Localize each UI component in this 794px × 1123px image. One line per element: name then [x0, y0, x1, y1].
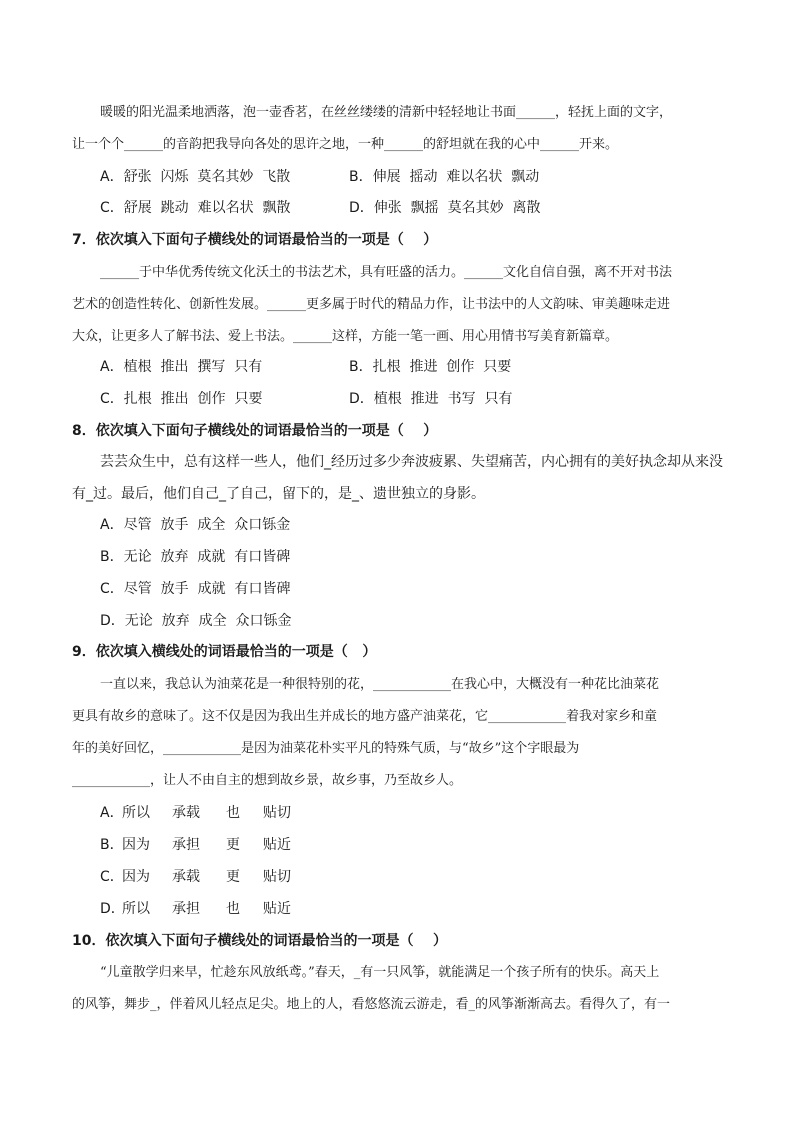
q7-stem [72, 233, 437, 247]
option-text: 尽管 放手 成全 众口铄金 [123, 517, 291, 533]
option-text: 扎根 推出 创作 只要 [123, 391, 263, 407]
option-cell: 贴近 [263, 837, 291, 853]
q9-passage-line-3: 年的美好回忆，____________是因为油菜花朴实平凡的特殊气质，与“故乡”这个字眼最为 [72, 741, 580, 756]
q7-option-a[interactable] [100, 360, 262, 374]
option-cell: 更 [226, 869, 240, 885]
q10-passage-line-1: “儿童散学归来早，忙趁东风放纸鸢。”春天，_有一只风筝，就能满足一个孩子所有的快乐。高天上 [100, 965, 660, 980]
q6-option-a[interactable] [100, 170, 290, 184]
option-text: 无论 放弃 成全 众口铄金 [124, 613, 292, 629]
question-stem: 依次填入下面句子横线处的词语最恰当的一项是（ ） [105, 933, 447, 949]
option-label: D． [349, 200, 374, 216]
option-text: 无论 放弃 成就 有口皆碑 [123, 549, 291, 565]
q9-passage-line-1: 一直以来，我总认为油菜花是一种很特别的花，____________在我心中，大概没有一种花比油菜花 [100, 677, 660, 692]
option-text: 尽管 放手 成就 有口皆碑 [123, 581, 291, 597]
q9-option-c[interactable] [100, 869, 291, 885]
q9-passage-line-2: 更具有故乡的意味了。这不仅是因为我出生并成长的地方盛产油菜花，它____________着我对家乡和童 [72, 709, 658, 724]
q10-stem [72, 934, 447, 948]
option-cell: 承担 [172, 837, 200, 853]
option-cell: 承载 [172, 805, 200, 821]
q6-option-b[interactable] [349, 170, 539, 184]
q7-option-d[interactable] [349, 392, 512, 406]
q8-stem [72, 424, 437, 438]
question-stem: 依次填入横线处的词语最恰当的一项是（ ） [95, 644, 377, 660]
option-label: A． [100, 169, 124, 185]
option-label: B． [349, 359, 373, 375]
option-label: D． [100, 901, 125, 917]
option-label: B． [100, 837, 124, 853]
option-text: 舒张 闪烁 莫名其妙 飞散 [123, 169, 291, 185]
q8-passage-line-1: 芸芸众生中，总有这样一些人，他们_经历过多少奔波疲累、失望痛苦，内心拥有的美好执念却从来没 [100, 454, 723, 470]
q9-option-b[interactable] [100, 837, 291, 853]
option-label: B． [100, 549, 124, 565]
option-cell: 贴切 [263, 869, 291, 885]
question-number: 8． [72, 423, 96, 439]
q6-option-d[interactable] [349, 201, 540, 215]
option-cell: 也 [226, 805, 240, 821]
q9-option-d[interactable] [100, 901, 291, 917]
q7-passage-line-3: 大众，让更多人了解书法、爱上书法。______这样，方能一笔一画、用心用情书写美育新篇章。 [72, 329, 619, 344]
q6-passage-line-1: 暖暖的阳光温柔地洒落，泡一壶香茗，在丝丝缕缕的清新中轻轻地让书面______，轻抚上面的文字， [100, 105, 673, 120]
q9-option-a[interactable] [100, 805, 291, 821]
option-text: 伸张 飘摇 莫名其妙 离散 [373, 200, 541, 216]
question-number: 7． [72, 232, 96, 248]
option-label: A． [100, 517, 124, 533]
question-number: 10． [72, 933, 106, 949]
q9-passage-line-4: ____________，让人不由自主的想到故乡景，故乡事，乃至故乡人。 [72, 773, 463, 788]
option-label: D． [349, 391, 374, 407]
q9-stem [72, 645, 376, 659]
option-label: D． [100, 613, 125, 629]
option-cell: 承载 [172, 869, 200, 885]
q7-option-c[interactable] [100, 392, 262, 406]
option-cell: 因为 [122, 837, 150, 853]
option-label: A． [100, 359, 124, 375]
option-text: 扎根 推进 创作 只要 [372, 359, 512, 375]
option-label: C． [100, 391, 124, 407]
option-text: 植根 推进 书写 只有 [373, 391, 513, 407]
option-text: 舒展 跳动 难以名状 飘散 [123, 200, 291, 216]
option-label: C． [100, 869, 124, 885]
q7-passage-line-1: ______于中华优秀传统文化沃土的书法艺术，具有旺盛的活力。______文化自信自强，离不开对书法 [100, 265, 673, 280]
option-cell: 承担 [172, 901, 200, 917]
question-stem: 依次填入下面句子横线处的词语最恰当的一项是（ ） [95, 232, 438, 248]
q10-passage-line-2: 的风筝，舞步_，伴着风儿轻点足尖。地上的人，看悠悠流云游走，看_的风筝渐渐高去。看得久了，有一 [72, 997, 671, 1012]
q8-passage-line-2: 有_过。最后，他们自己_了自己，留下的，是_、遗世独立的身影。 [72, 486, 485, 502]
option-label: C． [100, 581, 124, 597]
q7-passage-line-2: 艺术的创造性转化、创新性发展。______更多属于时代的精品力作，让书法中的人文韵味、审美趣味走进 [72, 297, 671, 312]
question-stem: 依次填入下面句子横线处的词语最恰当的一项是（ ） [95, 423, 438, 439]
q8-option-b[interactable] [100, 550, 290, 564]
q8-option-c[interactable] [100, 582, 290, 596]
question-number: 9． [72, 644, 96, 660]
option-text: 伸展 摇动 难以名状 飘动 [372, 169, 540, 185]
q8-option-d[interactable] [100, 614, 291, 628]
option-cell: 所以 [122, 901, 150, 917]
option-cell: 贴切 [263, 805, 291, 821]
option-label: C． [100, 200, 124, 216]
option-cell: 更 [226, 837, 240, 853]
option-label: A． [100, 805, 124, 821]
option-cell: 也 [226, 901, 240, 917]
option-cell: 贴近 [263, 901, 291, 917]
q7-option-b[interactable] [349, 360, 511, 374]
q6-option-c[interactable] [100, 201, 290, 215]
option-label: B． [349, 169, 373, 185]
q6-passage-line-2: 让一个个______的音韵把我导向各处的思许之地，一种______的舒坦就在我的心中______开来。 [72, 137, 619, 152]
option-cell: 所以 [122, 805, 150, 821]
q8-option-a[interactable] [100, 518, 290, 532]
option-cell: 因为 [122, 869, 150, 885]
option-text: 植根 推出 撰写 只有 [123, 359, 263, 375]
